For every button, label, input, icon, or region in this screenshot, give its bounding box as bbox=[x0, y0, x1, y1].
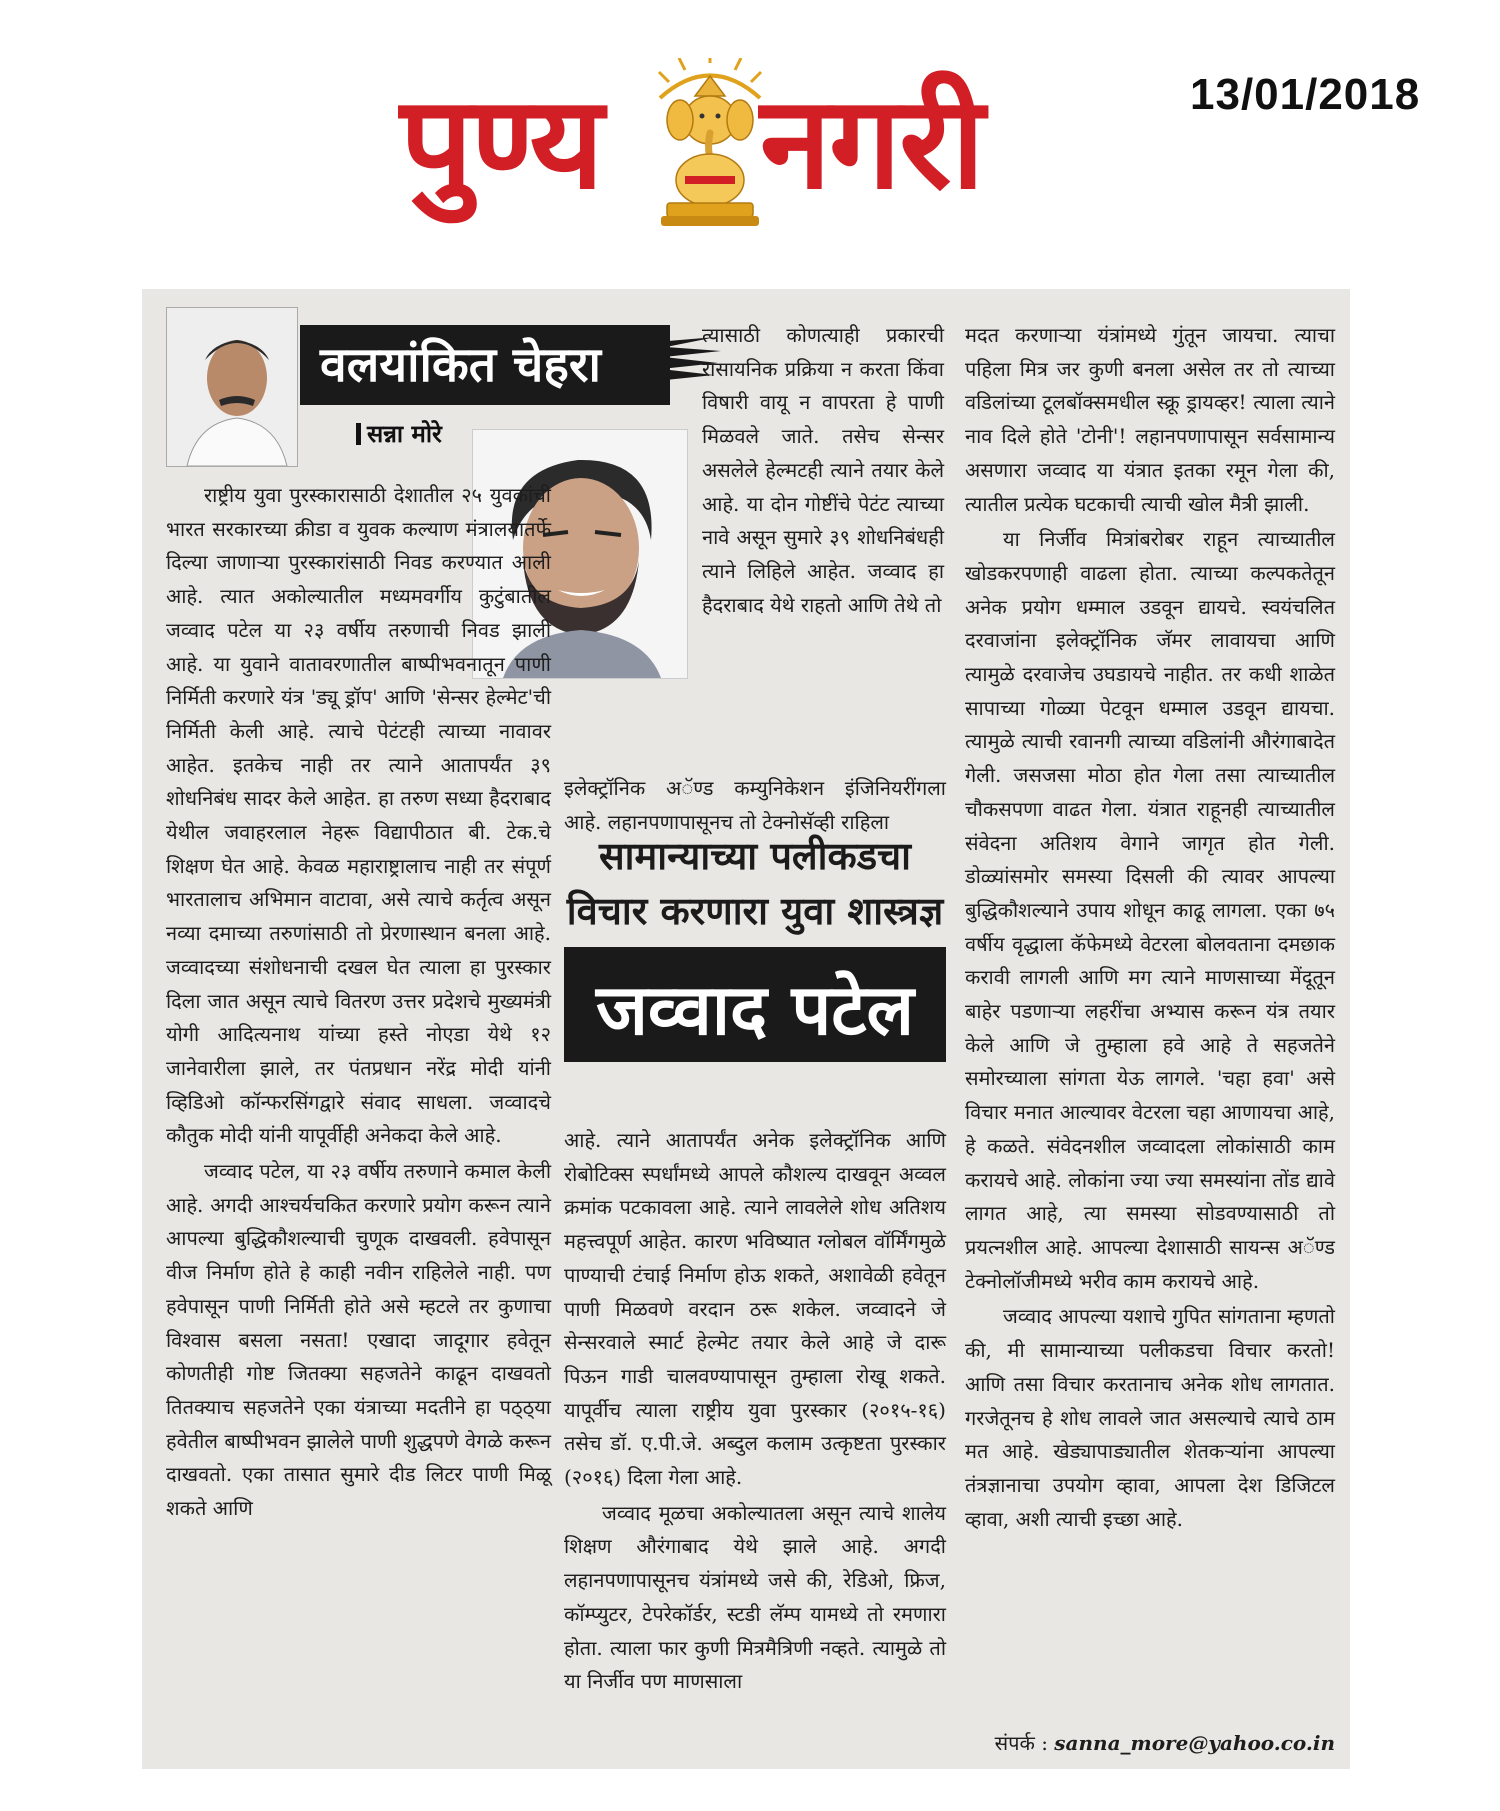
article-column-2-bottom bbox=[564, 1124, 946, 1701]
headline-block bbox=[564, 829, 946, 1119]
article-paragraph: राष्ट्रीय युवा पुरस्कारासाठी देशातील २५ युवकांची भारत सरकारच्या क्रीडा व युवक कल्याण मंत्रालयातर्फे दिल्या जाणाऱ्या पुरस्कारांसाठी निवड करण्यात आली आहे. त्यात अकोल्यातील मध्यमवर्गीय कुटुंबातील जव्वाद पटेल या २३ वर्षीय तरुणाची निवड झाली आहे. या युवाने वातावरणातील बाष्पीभवनातून पाणी निर्मिती करणारे यंत्र 'ड्यू ड्रॉप' आणि 'सेन्सर हेल्मेट'ची निर्मिती केली आहे. त्याचे पेटंटही त्याच्या नावावर आहेत. इतकेच नाही तर त्याने आतापर्यंत ३९ शोधनिबंध सादर केले आहेत. हा तरुण सध्या हैदराबाद येथील जवाहरलाल नेहरू विद्यापीठात बी. टेक.चे शिक्षण घेत आहे. केवळ महाराष्ट्रालाच नाही तर संपूर्ण भारतालाच अभिमान वाटावा, असे त्याचे कर्तृत्व असून नव्या दमाच्या तरुणांसाठी तो प्रेरणास्थान बनला आहे. जव्वादच्या संशोधनाची दखल घेत त्याला हा पुरस्कार दिला जात असून त्याचे वितरण उत्तर प्रदेशचे मुख्यमंत्री योगी आदित्यनाथ यांच्या हस्ते नोएडा येथे १२ जानेवारीला झाले, तर पंतप्रधान नरेंद्र मोदी यांनी व्हिडिओ कॉन्फरसिंगद्वारे संवाद साधला. जव्वादचे कौतुक मोदी यांनी यापूर्वीही अनेकदा केले आहे. bbox=[166, 483, 551, 1148]
article-column-2-top bbox=[702, 319, 944, 624]
article-paragraph: जव्वाद मूळचा अकोल्यातला असून त्याचे शालेय शिक्षण औरंगाबाद येथे झाले आहे. अगदी लहानपणापासूनच यंत्रांमध्ये जसे की, रेडिओ, फ्रिज, कॉम्प्युटर, टेपरेकॉर्डर, स्टडी लॅम्प यामध्ये तो रमणारा होता. त्याला फार कुणी मित्रमैत्रिणी नव्हते. त्यामुळे तो या निर्जीव पण माणसाला bbox=[564, 1500, 946, 1694]
headline-line-2: विचार करणारा युवा शास्त्रज्ञ bbox=[566, 889, 944, 933]
article-paragraph: जव्वाद पटेल, या २३ वर्षीय तरुणाने कमाल केली आहे. अगदी आश्चर्यचकित करणारे प्रयोग करून त्याने आपल्या बुद्धिकौशल्याची चुणूक दाखवली. हवेपासून वीज निर्माण होते हे काही नवीन राहिलेले नाही. पण हवेपासून पाणी निर्मिती होते असे म्हटले तर कुणाचा विश्वास बसला नसता! एखादा जादूगार हवेतून कोणतीही गोष्ट जितक्या सहजतेने काढून दाखवतो तितक्याच सहजतेने एका यंत्राच्या मदतीने हा पठ्ठ्या हवेतील बाष्पीभवन झालेले पाणी शुद्धपणे वेगळे करून दाखवतो. एका तासात सुमारे दीड लिटर पाणी मिळू शकते आणि bbox=[166, 1159, 551, 1521]
author-name: सन्ना मोरे bbox=[367, 420, 442, 448]
column-title: वलयांकित चेहरा bbox=[320, 337, 601, 393]
article-paragraph: या निर्जीव मित्रांबरोबर राहून त्याच्यातील खोडकरपणाही वाढला होता. त्याच्या कल्पकतेतून अनेक प्रयोग धम्माल उडवून द्यायचे. स्वयंचलित दरवाजांना इलेक्ट्रॉनिक जॅमर लावायचा आणि त्यामुळे दरवाजेच उघडायचे नाहीत. तर कधी शाळेत सापाच्या गोळ्या पेटवून धम्माल उडवून द्यायचा. त्यामुळे त्याची रवानगी त्याच्या वडिलांनी औरंगाबादेत गेली. जसजसा मोठा होत गेला तसा त्याच्यातील चौकसपणा वाढत गेला. यंत्रात राहूनही त्याच्यातील संवेदना अतिशय वेगाने जागृत होत गेली. डोळ्यांसमोर समस्या दिसली की त्यावर आपल्या बुद्धिकौशल्याने उपाय शोधून काढू लागला. एका ७५ वर्षीय वृद्धाला कॅफेमध्ये वेटरला बोलवताना दमछाक करावी लागली आणि मग त्याने माणसाच्या मेंदूतून बाहेर पडणाऱ्या लहरींचा अभ्यास करून यंत्र तयार केले आणि जे तुम्हाला हवे आहे ते सहजतेने समोरच्याला सांगता येऊ लागले. 'चहा हवा' असे विचार मनात आल्यावर वेटरला चहा आणायचा आहे, हे कळते. संवेदनशील जव्वादला लोकांसाठी काम करायचे आहे. लोकांना ज्या ज्या समस्यांना तोंड द्यावे लागत आहे, त्या समस्या सोडवण्यासाठी तो प्रयत्नशील आहे. आपल्या देशासाठी सायन्स अॅण्ड टेक्नोलॉजीमध्ये भरीव काम करायचे आहे. bbox=[965, 527, 1335, 1293]
newspaper-clipping bbox=[142, 289, 1350, 1769]
publication-date: 13/01/2018 bbox=[1190, 70, 1421, 119]
article-paragraph: इलेक्ट्रॉनिक अॅण्ड कम्युनिकेशन इंजिनियरींगला आहे. लहानपणापासूनच तो टेक्नोसॅव्ही राहिला bbox=[564, 776, 946, 834]
contact-label: संपर्क : bbox=[994, 1731, 1048, 1755]
headline-name-box bbox=[564, 947, 946, 1062]
masthead-word-right: नगरी bbox=[760, 69, 983, 218]
ganesha-logo-icon bbox=[655, 58, 765, 228]
article-paragraph: जव्वाद आपल्या यशाचे गुपित सांगताना म्हणतो की, मी सामान्याच्या पलीकडचा विचार करतो! आणि तसा विचार करतानाच अनेक शोध लागतात. गरजेतूनच हे शोध लावले जात असल्याचे त्याचे ठाम मत आहे. खेड्यापाड्यातील शेतकऱ्यांना आपल्या तंत्रज्ञानाचा उपयोग व्हावा, आपला देश डिजिटल व्हावा, अशी त्याची इच्छा आहे. bbox=[965, 1304, 1335, 1531]
article-paragraph: त्यासाठी कोणत्याही प्रकारची रासायनिक प्रक्रिया न करता किंवा विषारी वायू न वापरता हे पाणी मिळवले जाते. तसेच सेन्सर असलेले हेल्मटही त्याने तयार केले आहे. या दोन गोष्टींचे पेटंट त्याच्या नावे असून सुमारे ३९ शोधनिबंधही त्याने लिहिले आहेत. जव्वाद हा हैदराबाद येथे राहतो आणि तेथे तो bbox=[702, 323, 944, 617]
masthead-word-left: पुण्य bbox=[400, 69, 602, 218]
article-paragraph: मदत करणाऱ्या यंत्रांमध्ये गुंतून जायचा. त्याचा पहिला मित्र जर कुणी बनला असेल तर तो त्याच्या वडिलांच्या टूलबॉक्समधील स्क्रू ड्रायव्हर! त्याला त्याने नाव दिले होते 'टोनी'! लहानपणापासून सर्वसामान्य असणारा जव्वाद या यंत्रात इतका रमून गेला की, त्यातील प्रत्येक घटकाची त्याची खोल मैत्री झाली. bbox=[965, 323, 1335, 516]
author-byline bbox=[356, 417, 442, 450]
article-column-1 bbox=[166, 479, 551, 1528]
article-column-3 bbox=[965, 319, 1335, 1538]
newspaper-masthead bbox=[400, 58, 1120, 248]
headline-name: जव्वाद पटेल bbox=[595, 969, 915, 1051]
contact-line bbox=[965, 1729, 1335, 1756]
column-title-banner bbox=[300, 325, 670, 405]
author-photo bbox=[166, 307, 298, 467]
contact-email: sanna_more@yahoo.co.in bbox=[1054, 1731, 1335, 1755]
headline-line-1: सामान्याच्या पलीकडचा bbox=[598, 834, 912, 878]
article-paragraph: आहे. त्याने आतापर्यंत अनेक इलेक्ट्रॉनिक आणि रोबोटिक्स स्पर्धांमध्ये आपले कौशल्य दाखवून अव्वल क्रमांक पटकावला आहे. त्याने लावलेले शोध अतिशय महत्त्वपूर्ण आहेत. कारण भविष्यात ग्लोबल वॉर्मिंगमुळे पाण्याची टंचाई निर्माण होऊ शकते, अशावेळी हवेतून पाणी मिळवणे वरदान ठरू शकेल. जव्वादने जे सेन्सरवाले स्मार्ट हेल्मेट तयार केले आहे जे दारू पिऊन गाडी चालवण्यापासून तुम्हाला रोखू शकते. यापूर्वीच त्याला राष्ट्रीय युवा पुरस्कार (२०१५-१६) तसेच डॉ. ए.पी.जे. अब्दुल कलाम उत्कृष्टता पुरस्कार (२०१६) दिला गेला आहे. bbox=[564, 1128, 946, 1490]
